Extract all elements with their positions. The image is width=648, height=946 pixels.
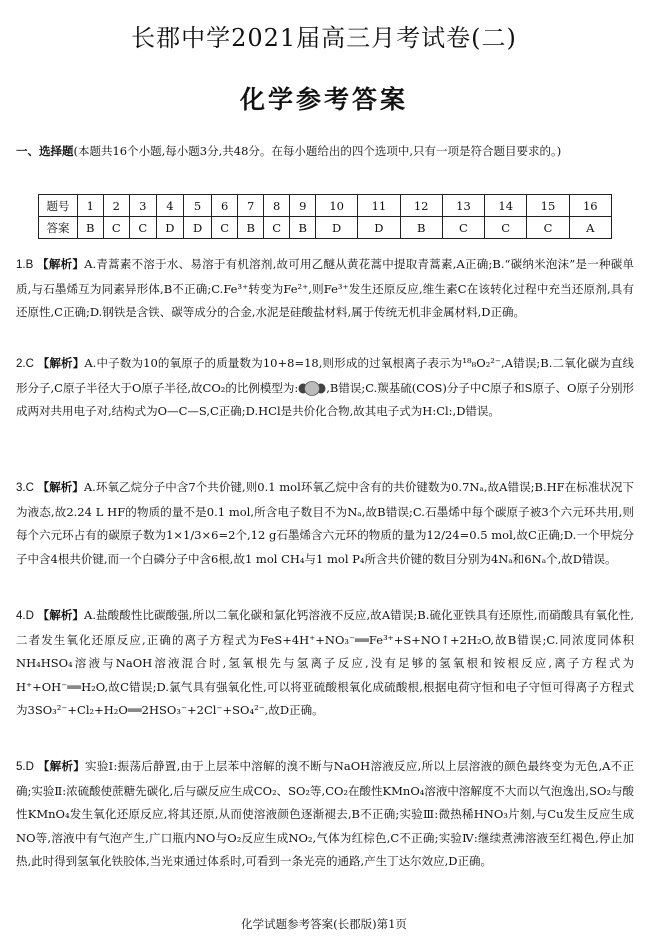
- answer-cell: A: [569, 217, 611, 239]
- question-1: [16, 253, 634, 325]
- question-number-cell: 5: [184, 195, 212, 217]
- analysis-tag: 【解析】: [37, 759, 86, 773]
- question-text: 实验Ⅰ:振荡后静置,由于上层苯中溶解的溴不断与NaOH溶液反应,所以上层溶液的颜色最终变为无色,A不正确;实验Ⅱ:浓硫酸使蔗糖先碳化,后与碳反应生成CO₂、SO₂等,CO₂在酸性KMnO₄溶液中溶解度不大而以气泡逸出,SO₂与酸性KMnO₄发生氧化还原反应,将其还原,从而使溶液颜色逐渐褪去,B不正确;实验Ⅲ:微热稀HNO₃片刻,与Cu发生反应生成NO等,溶液中有气泡产生,广口瓶内NO与O₂反应生成NO₂,气体为红棕色,C不正确;实验Ⅳ:继续煮沸溶液至红褐色,停止加热,此时得到氢氧化铁胶体,当光束通过体系时,可看到一条光亮的通路,产生丁达尔效应,D正确。: [16, 759, 635, 868]
- answer-cell: D: [156, 217, 184, 239]
- question-text: A.青蒿素不溶于水、易溶于有机溶剂,故可用乙醚从黄花蒿中提取青蒿素,A正确;B.“碳纳米泡沫”是一种碳单质,与石墨烯互为同素异形体,B不正确;C.Fe³⁺转变为Fe²⁺,则Fe³⁺发生还原反应,维生素C在该转化过程中充当还原剂,具有还原性,C正确;D.钢铁是含铁、碳等成分的合金,水泥是硅酸盐材料,属于传统无机非金属材料,D正确。: [16, 257, 635, 319]
- section-instructions: [16, 140, 632, 163]
- question-number-cell: 16: [569, 195, 611, 217]
- row-label-number: 题号: [39, 195, 78, 217]
- question-label: 4.D: [16, 610, 34, 622]
- answer-cell: B: [290, 217, 316, 239]
- question-label: 5.D: [16, 761, 34, 773]
- question-number-cell: 6: [211, 195, 238, 217]
- answer-cell: C: [130, 217, 157, 239]
- question-label: 3.C: [16, 482, 34, 494]
- answer-table-number-row: [39, 195, 612, 217]
- answer-cell: B: [238, 217, 264, 239]
- answer-table: [38, 194, 612, 239]
- question-3: [16, 476, 634, 571]
- section-instruction: (本题共16个小题,每小题3分,共48分。在每小题给出的四个选项中,只有一项是符合题目要求的。): [73, 144, 562, 158]
- question-text: A.盐酸酸性比碳酸强,所以二氧化碳和氯化钙溶液不反应,故A错误;B.硫化亚铁具有还原性,而硝酸具有氧化性,二者发生氧化还原反应,正确的离子方程式为FeS+4H⁺+NO₃⁻══Fe³⁺+S+NO↑+2H₂O,故B错误;C.同浓度同体积NH₄HSO₄溶液与NaOH溶液混合时,氢氧根先与氢离子反应,没有足够的氢氧根和铵根反应,离子方程式为H⁺+OH⁻══H₂O,故C错误;D.氯气具有强氧化性,可以将亚硫酸根氧化成硫酸根,根据电荷守恒和电子守恒可得离子方程式为3SO₃²⁻+Cl₂+H₂O══2HSO₃⁻+2Cl⁻+SO₄²⁻,故D正确。: [16, 608, 634, 717]
- co2-ratio-model-icon: [298, 381, 326, 396]
- question-number-cell: 1: [78, 195, 104, 217]
- question-2: [16, 352, 634, 424]
- question-label: 1.B: [16, 259, 34, 271]
- answer-cell: B: [400, 217, 442, 239]
- answer-cell: D: [184, 217, 212, 239]
- answer-cell: D: [316, 217, 358, 239]
- answer-cell: D: [358, 217, 400, 239]
- row-label-answer: 答案: [39, 217, 78, 239]
- answer-table-answer-row: [39, 217, 612, 239]
- question-number-cell: 8: [263, 195, 290, 217]
- question-number-cell: 3: [130, 195, 157, 217]
- answer-cell: C: [103, 217, 130, 239]
- question-number-cell: 15: [527, 195, 569, 217]
- question-number-cell: 12: [400, 195, 442, 217]
- question-text-b: ,B错误;C.羰基硫(COS)分子中C原子和S原子、O原子分别形成两对共用电子对,结构式为O—C—S,C正确;D.HCl是共价化合物,故其电子式为H:Cl:,D错误。: [16, 380, 634, 418]
- analysis-tag: 【解析】: [37, 480, 84, 494]
- answer-cell: C: [485, 217, 527, 239]
- section-heading: 一、选择题: [16, 144, 74, 158]
- question-number-cell: 7: [238, 195, 264, 217]
- analysis-tag: 【解析】: [37, 356, 85, 370]
- question-text: A.环氧乙烷分子中含7个共价键,则0.1 mol环氧乙烷中含有的共价键数为0.7Nₐ,故A错误;B.HF在标准状况下为液态,故2.24 L HF的物质的量不是0.1 mol,所含电子数目不为Nₐ,故B错误;C.石墨烯中每个碳原子被3个六元环共用,则每个六元环占有的碳原子数为1×1/3×6=2个,12 g石墨烯含六元环的物质的量为12/24=0.5 mol,故C正确;D.一个甲烷分子中含4根共价键,而一个白磷分子中含6根,故1 mol CH₄与1 mol P₄所含共价键的数目分别为4Nₐ和6Nₐ个,故D错误。: [16, 480, 635, 566]
- question-number-cell: 11: [358, 195, 400, 217]
- page-footer: 化学试题参考答案(长郡版)第1页: [241, 917, 407, 931]
- question-number-cell: 9: [290, 195, 316, 217]
- question-number-cell: 2: [103, 195, 130, 217]
- answer-cell: C: [527, 217, 569, 239]
- question-number-cell: 13: [442, 195, 484, 217]
- answer-cell: B: [78, 217, 104, 239]
- question-4: [16, 604, 634, 723]
- question-number-cell: 4: [156, 195, 184, 217]
- answer-cell: C: [442, 217, 484, 239]
- analysis-tag: 【解析】: [37, 608, 85, 622]
- question-number-cell: 10: [316, 195, 358, 217]
- question-label: 2.C: [16, 358, 34, 370]
- analysis-tag: 【解析】: [37, 257, 85, 271]
- question-text-a: A.中子数为10的氧原子的质量数为10+8=18,则形成的过氧根离子表示为¹⁸₈O₂²⁻,A错误;B.二氧化碳为直线形分子,C原子半径大于O原子半径,故CO₂的比例模型为:: [16, 356, 635, 395]
- question-number-cell: 14: [485, 195, 527, 217]
- document-subtitle: 化学参考答案: [239, 85, 408, 114]
- document-title: 长郡中学2021届高三月考试卷(二): [131, 24, 517, 52]
- question-5: [16, 755, 634, 874]
- answer-cell: C: [211, 217, 238, 239]
- answer-cell: C: [263, 217, 290, 239]
